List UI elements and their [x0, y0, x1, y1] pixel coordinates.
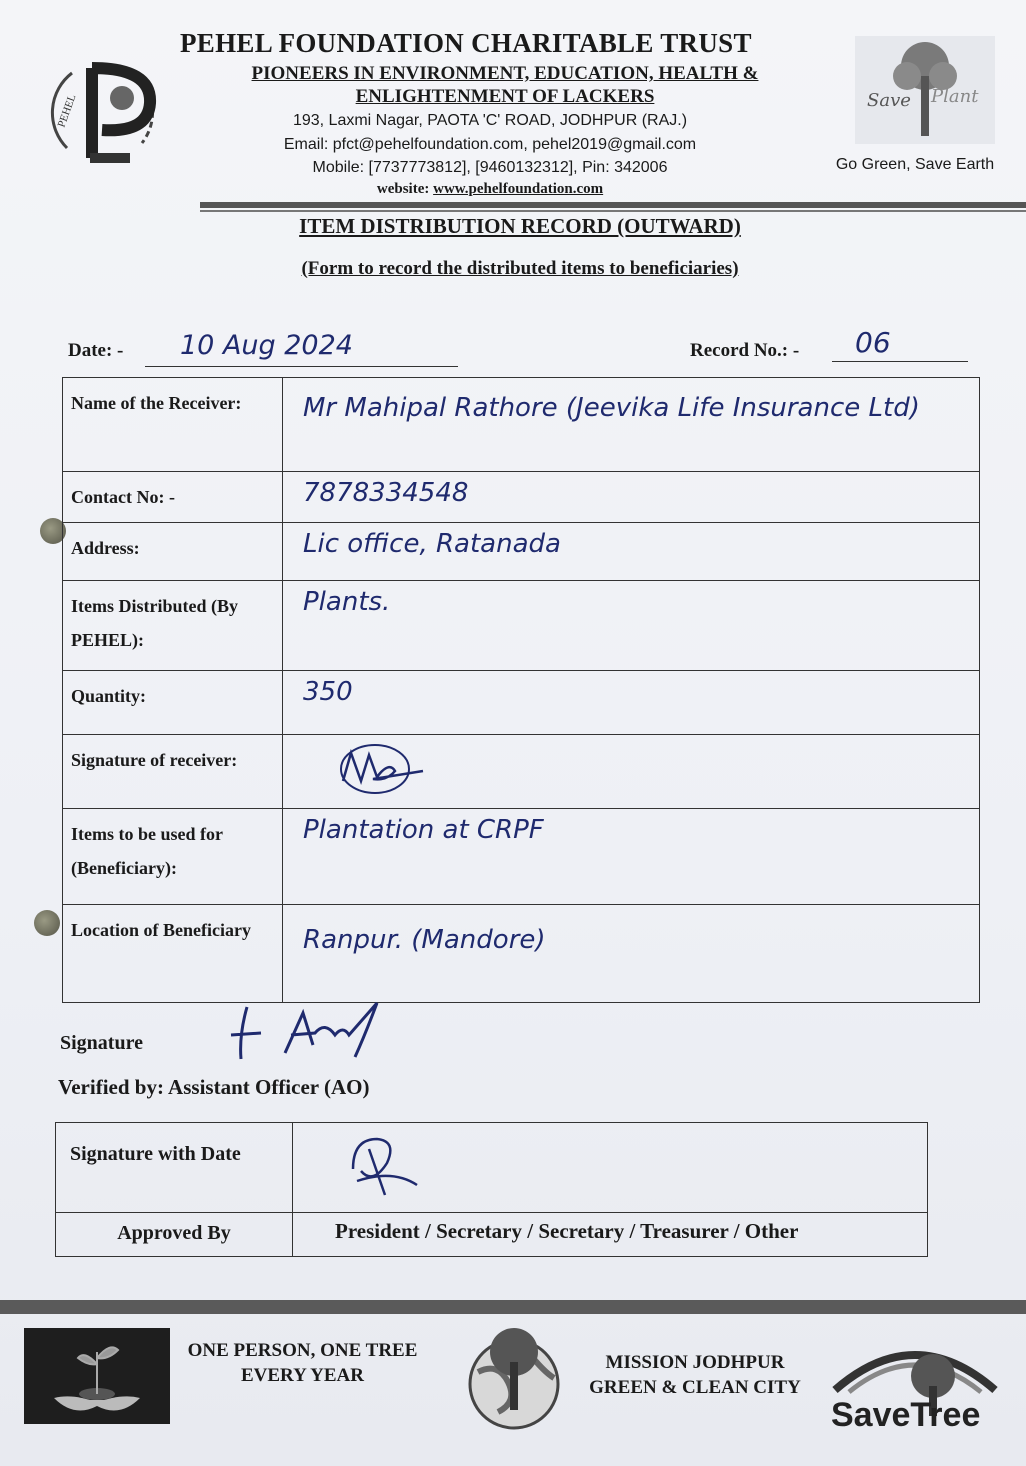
receiver-signature-cell[interactable] [283, 735, 980, 809]
save-tree-text: SaveTree [831, 1396, 981, 1434]
hands-plant-icon [24, 1328, 170, 1424]
receiver-name-label: Name of the Receiver: [63, 378, 283, 472]
row-approved-by [56, 1213, 928, 1257]
address-label: Address: [63, 523, 283, 581]
org-email: Email: pfct@pehelfoundation.com, pehel2019@gmail.com [283, 136, 697, 153]
distribution-table [62, 377, 980, 1003]
row-receiver-name [63, 378, 980, 472]
logo-save-text: Save [867, 90, 911, 111]
row-contact [63, 472, 980, 523]
form-subtitle: (Form to record the distributed items to beneficiaries) [301, 258, 739, 279]
location-label: Location of Beneficiary [63, 905, 283, 1003]
logo-plant-text: Plant [931, 86, 979, 107]
verified-by-label: Verified by: Assistant Officer (AO) [58, 1075, 370, 1099]
approved-by-options[interactable]: President / Secretary / Secretary / Treasurer / Other [293, 1213, 928, 1257]
org-name: PEHEL FOUNDATION CHARITABLE TRUST [180, 28, 752, 58]
org-tagline: PIONEERS IN ENVIRONMENT, EDUCATION, HEALTH & ENLIGHTENMENT OF LACKERS [251, 63, 759, 107]
items-used-for-value[interactable]: Plantation at CRPF [283, 809, 980, 905]
items-used-for-label: Items to be used for (Beneficiary): [63, 809, 283, 905]
footer-mission: MISSION JODHPUR GREEN & CLEAN CITY [589, 1352, 801, 1398]
row-signature-date [56, 1123, 928, 1213]
receiver-signature-mark [303, 741, 443, 797]
org-address: 193, Laxmi Nagar, PAOTA 'C' ROAD, JODHPUR (RAJ.) [292, 112, 688, 129]
approver-signature-mark [333, 1129, 443, 1201]
location-value[interactable]: Ranpur. (Mandore) [283, 905, 980, 1003]
record-no-value[interactable]: 06 [855, 326, 891, 359]
items-distributed-value[interactable]: Plants. [283, 581, 980, 671]
contact-value[interactable]: 7878334548 [283, 472, 980, 523]
org-website: website: www.pehelfoundation.com [376, 181, 604, 197]
pehel-logo-icon [42, 48, 167, 173]
slogan-go-green: Go Green, Save Earth [835, 156, 995, 173]
row-location [63, 905, 980, 1003]
approval-table [55, 1122, 928, 1257]
receiver-signature-label: Signature of receiver: [63, 735, 283, 809]
items-distributed-label: Items Distributed (By PEHEL): [63, 581, 283, 671]
signature-date-cell[interactable] [293, 1123, 928, 1213]
record-no-label: Record No.: - [690, 340, 800, 361]
date-value[interactable]: 10 Aug 2024 [180, 330, 353, 361]
save-tree-logo-icon [825, 1330, 1005, 1434]
date-label: Date: - [68, 340, 124, 361]
row-items-distributed [63, 581, 980, 671]
address-value[interactable]: Lic office, Ratanada [283, 523, 980, 581]
receiver-name-value[interactable]: Mr Mahipal Rathore (Jeevika Life Insurance Ltd) [283, 378, 980, 472]
quantity-label: Quantity: [63, 671, 283, 735]
row-receiver-signature [63, 735, 980, 809]
contact-label: Contact No: - [63, 472, 283, 523]
row-address [63, 523, 980, 581]
globe-tree-icon [458, 1322, 570, 1434]
form-title: ITEM DISTRIBUTION RECORD (OUTWARD) [299, 214, 741, 238]
quantity-value[interactable]: 350 [283, 671, 980, 735]
row-quantity [63, 671, 980, 735]
officer-signature-mark[interactable] [225, 995, 395, 1065]
row-items-used-for [63, 809, 980, 905]
footer-slogan-tree: ONE PERSON, ONE TREE EVERY YEAR [187, 1340, 418, 1386]
approved-by-label: Approved By [56, 1213, 293, 1257]
signature-date-label: Signature with Date [56, 1123, 293, 1213]
org-mobile: Mobile: [7737773812], [9460132312], Pin: 342006 [312, 159, 668, 176]
save-tree-plant-logo-icon [855, 36, 995, 144]
signature-label: Signature [60, 1032, 143, 1054]
pehel-logo-text: PEHEL [55, 92, 79, 130]
